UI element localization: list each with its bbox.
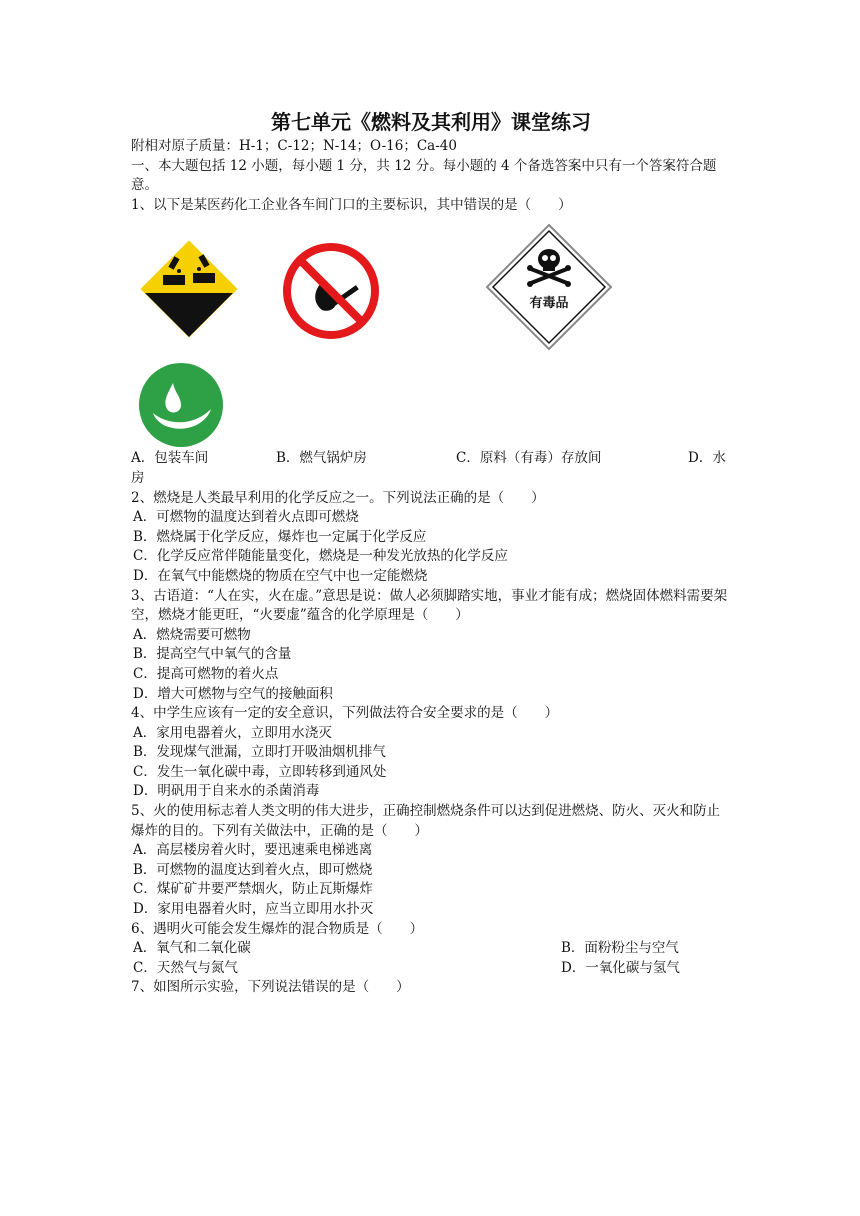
page-title: 第七单元《燃料及其利用》课堂练习 [271, 110, 591, 134]
q5-option-b: B．可燃物的温度达到着火点，即可燃烧 [133, 861, 373, 878]
q4-option-b: B．发现煤气泄漏，立即打开吸油烟机排气 [133, 744, 386, 761]
option-a: A．包装车间 [131, 450, 209, 467]
q3-option-b: B．提高空气中氧气的含量 [133, 646, 292, 663]
question-3-stem: 3、古语道：“人在实，火在虚。”意思是说：做人必须脚踏实地，事业才能有成；燃烧固体燃料需要架空，燃烧才能更旺，“火要虚”蕴含的化学原理是（ ） [131, 587, 728, 624]
q6-options-row-1 [131, 939, 731, 959]
q6-option-d: D．一氧化碳与氢气 [561, 959, 680, 976]
q5-option-a: A．高层楼房着火时，要迅速乘电梯逃离 [133, 842, 373, 859]
q2-option-d: D．在氧气中能燃烧的物质在空气中也一定能燃烧 [133, 567, 428, 584]
q3-option-c: C．提高可燃物的着火点 [133, 665, 279, 682]
q4-option-a: A．家用电器着火，立即用水浇灭 [133, 724, 332, 741]
option-d-continued: 房 [131, 469, 145, 486]
section-intro: 一、本大题包括 12 小题，每小题 1 分，共 12 分。每小题的 4 个备选答案中只有一个答案符合题意。 [131, 157, 717, 194]
q5-option-d: D．家用电器着火时，应当立即用水扑灭 [133, 901, 374, 918]
worksheet [131, 100, 731, 998]
q2-option-c: C．化学反应常伴随能量变化，燃烧是一种发光放热的化学反应 [133, 548, 508, 565]
question-6-stem: 6、遇明火可能会发生爆炸的混合物质是（ ） [131, 920, 424, 937]
q6-option-a: A．氧气和二氧化碳 [133, 940, 251, 957]
option-c: C．原料（有毒）存放间 [456, 450, 602, 467]
question-1-stem: 1、以下是某医药化工企业各车间门口的主要标识，其中错误的是（ ） [131, 196, 572, 213]
q3-option-a: A．燃烧需要可燃物 [133, 626, 251, 643]
q6-option-b: B．面粉粉尘与空气 [561, 940, 679, 957]
q4-option-c: C．发生一氧化碳中毒，立即转移到通风处 [133, 763, 387, 780]
toxic-sign-label: 有毒品 [529, 296, 569, 312]
water-saving-sign-icon [137, 361, 225, 449]
safety-signs [131, 221, 731, 449]
q2-option-a: A．可燃物的温度达到着火点即可燃烧 [133, 509, 359, 526]
q6-options-row-2 [131, 959, 731, 979]
option-d: D．水 [688, 450, 726, 467]
question-4-stem: 4、中学生应该有一定的安全意识，下列做法符合安全要求的是（ ） [131, 705, 559, 722]
toxic-sign-icon [483, 221, 615, 353]
question-2-stem: 2、燃烧是人类最早利用的化学反应之一。下列说法正确的是（ ） [131, 489, 545, 506]
option-b: B．燃气锅炉房 [276, 450, 367, 467]
q3-option-d: D．增大可燃物与空气的接触面积 [133, 685, 333, 702]
q6-option-c: C．天然气与氮气 [133, 959, 238, 976]
question-5-stem: 5、火的使用标志着人类文明的伟大进步，正确控制燃烧条件可以达到促进燃烧、防火、灭火和防止爆炸的目的。下列有关做法中，正确的是（ ） [131, 803, 721, 839]
no-fire-sign-icon [282, 242, 380, 340]
q2-option-b: B．燃烧属于化学反应，爆炸也一定属于化学反应 [133, 528, 427, 545]
question-1-options [131, 449, 731, 469]
q5-option-c: C．煤矿矿井要严禁烟火，防止瓦斯爆炸 [133, 881, 373, 898]
atomic-mass-note: 附相对原子质量：H-1；C-12；N-14；O-16；Ca-40 [131, 138, 457, 154]
q4-option-d: D．明矾用于自来水的杀菌消毒 [133, 783, 320, 800]
question-7-stem: 7、如图所示实验，下列说法错误的是（ ） [131, 979, 410, 996]
corrosive-sign-icon [135, 235, 243, 343]
